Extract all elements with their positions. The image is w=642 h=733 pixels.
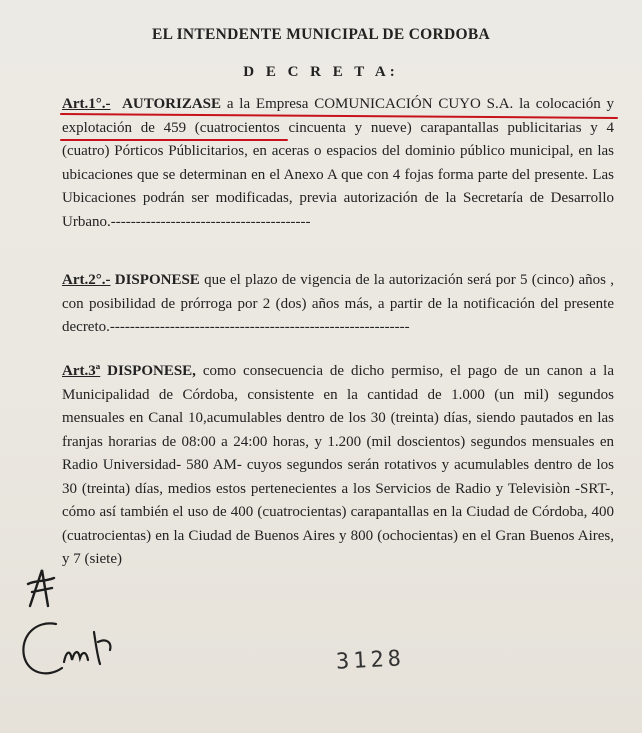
article-1-label: Art.1°.- [62,96,111,112]
red-underline-2 [60,139,288,141]
margin-initial-mark [22,566,62,612]
article-2-text: que el plazo de vigencia de la autorización será por 5 (cinco) años , con posibilidad de prórroga por 2 (dos) años más, a partir de la notificación del presente decreto.------------------------------------------------------------ [62,272,615,335]
article-2-keyword: DISPONESE [114,272,200,288]
article-3-label: Art.3ª [62,363,101,379]
article-1-keyword: AUTORIZASE [122,96,222,112]
article-1-text: a la Empresa COMUNICACIÓN CUYO S.A. la colocación y explotación de 459 (cuatrocientos cincuenta y nueve) carapantallas publicitarias y 4 (cuatro) Pórticos Públicitarios, en aceras o espacios del dominio público municipal, en las ubicaciones que se determinan en el Anexo A que con 4 fojas forma parte del presente. Las Ubicaciones podrán ser modificadas, previa autorización de la Secretaría de Desarrollo Urbano.---------------------------------------- [62,96,615,230]
article-2-label: Art.2°.- [62,272,111,288]
document-title: EL INTENDENTE MUNICIPAL DE CORDOBA [151,26,491,43]
article-3 [62,360,614,572]
article-3-text: como consecuencia de dicho permiso, el pago de un canon a la Municipalidad de Córdoba, consistente en la cantidad de 1.000 (un mil) segundos mensuales en Canal 10,acumulables dentro de los 30 (treinta) días, siendo pautados en las franjas horarias de 08:00 a 24:00 horas, y 1.200 (mil doscientos) segundos mensuales en Radio Universidad- 580 AM- cuyos segundos serán rotativos y acumulables dentro de los 30 (treinta) días, medios estos pertenecientes a los Servicios de Radio y Televisiòn -SRT-, cómo así también el uso de 400 (cuatrocientas) carapantallas en la Ciudad de Córdoba, 400 (cuatrocientas) en la Ciudad de Buenos Aires y 800 (ochocientas) en el Gran Buenos Aires, y 7 (siete) [62,363,615,567]
article-3-keyword: DISPONESE, [107,363,196,379]
page-number-stamp: 3128 [335,646,406,675]
handwritten-signature [14,612,134,684]
article-2 [62,269,614,340]
document-subtitle: D E C R E T A: [243,64,399,80]
